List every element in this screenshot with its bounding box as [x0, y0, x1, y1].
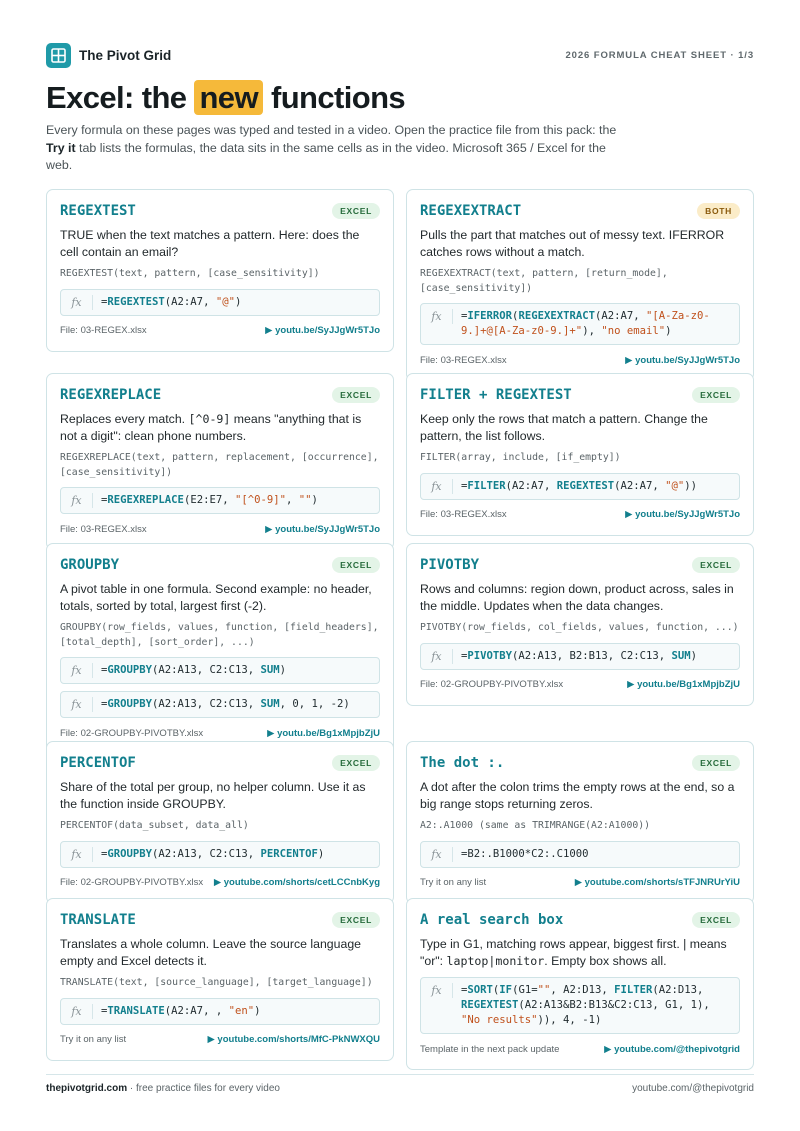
card-title: PIVOTBY — [420, 557, 480, 573]
fx-icon: fx — [421, 847, 453, 862]
platform-badge: EXCEL — [332, 755, 380, 771]
footer — [46, 1083, 754, 1094]
description-text: . Empty box shows all. — [544, 954, 667, 968]
card-spacer — [420, 692, 740, 705]
card-description: A pivot table in one formula. Second example: no header, totals, sorted by total, largest first (-2). — [60, 582, 372, 613]
card-title: The dot :. — [420, 755, 505, 771]
card-footer — [60, 876, 380, 890]
fx-icon: fx — [61, 493, 93, 508]
function-syntax: GROUPBY(row_fields, values, function, [field_headers], [total_depth], [sort_order], ...) — [60, 622, 379, 648]
card-footer — [420, 353, 740, 367]
card-title: A real search box — [420, 912, 564, 928]
card-footer — [420, 508, 740, 522]
card-title: REGEXREPLACE — [60, 387, 162, 403]
footer-channel[interactable]: youtube.com/@thepivotgrid — [632, 1083, 754, 1094]
card-groupby — [46, 543, 394, 754]
formula-box[interactable] — [60, 289, 380, 316]
card-title: PERCENTOF — [60, 755, 136, 771]
card-header — [420, 202, 740, 220]
practice-file: File: 03-REGEX.xlsx — [420, 509, 507, 520]
function-syntax: A2:.A1000 (same as TRIMRANGE(A2:A1000)) — [420, 820, 651, 831]
description-text: means "anything that is not a digit": clean phone numbers. — [60, 412, 362, 443]
card-title: REGEXEXTRACT — [420, 203, 522, 219]
card-footer — [420, 876, 740, 890]
function-syntax: PERCENTOF(data_subset, data_all) — [60, 820, 249, 831]
brand-name: The Pivot Grid — [79, 47, 172, 63]
card-description — [420, 936, 740, 970]
video-link[interactable]: ▶ youtu.be/SyJJgWr5TJo — [625, 509, 740, 520]
sheet-label: 2026 FORMULA CHEAT SHEET · 1/3 — [565, 49, 754, 61]
platform-badge: EXCEL — [332, 557, 380, 573]
formula-code[interactable]: =IFERROR(REGEXEXTRACT(A2:A7, "[A-Za-z0-9.]+@[A-Za-z0-9.]+"), "no email") — [461, 310, 710, 337]
title-highlight: new — [194, 80, 263, 115]
formula-code[interactable]: =REGEXTEST(A2:A7, "@") — [101, 295, 242, 308]
platform-badge: EXCEL — [332, 203, 380, 219]
intro-part2: tab lists the formulas, the data sits in the same cells as in the video. Microsoft 365 / Excel for the web. — [46, 140, 606, 172]
card-title: TRANSLATE — [60, 912, 136, 928]
card-description: Pulls the part that matches out of messy text. IFERROR catches rows without a match. — [420, 228, 725, 259]
title-before: Excel: the — [46, 80, 195, 115]
card-description — [60, 411, 380, 445]
description-code: [^0-9] — [188, 412, 231, 426]
card-header — [420, 754, 740, 772]
platform-badge: EXCEL — [332, 387, 380, 403]
formula-code[interactable]: =GROUPBY(A2:A13, C2:C13, SUM, 0, 1, -2) — [101, 698, 350, 710]
practice-file: File: 02-GROUPBY-PIVOTBY.xlsx — [420, 679, 564, 690]
formula-code[interactable]: =FILTER(A2:A7, REGEXTEST(A2:A7, "@")) — [461, 479, 698, 492]
card-translate — [46, 898, 394, 1061]
footer-divider — [46, 1074, 754, 1075]
card-title: GROUPBY — [60, 557, 120, 573]
header — [46, 42, 754, 68]
video-link[interactable]: ▶ youtu.be/Bg1xMpjbZjU — [267, 727, 380, 739]
card-footer — [60, 324, 380, 338]
video-link[interactable]: ▶ youtube.com/shorts/cetLCCnbKyg — [213, 877, 380, 888]
card-header — [420, 911, 740, 929]
card-footer — [420, 1042, 740, 1056]
fx-icon: fx — [61, 663, 93, 678]
platform-badge: EXCEL — [692, 387, 740, 403]
formula-box[interactable] — [420, 977, 740, 1034]
practice-file: Template in the next pack update — [420, 1043, 560, 1055]
function-syntax: PIVOTBY(row_fields, col_fields, values, function, ...) — [420, 622, 739, 633]
formula-code[interactable]: =TRANSLATE(A2:A7, , "en") — [101, 1004, 261, 1017]
card-title: REGEXTEST — [60, 203, 136, 219]
formula-box[interactable] — [60, 657, 380, 684]
formula-code[interactable]: =B2:.B1000*C2:.C1000 — [461, 847, 589, 860]
card-a-real-search-box — [406, 898, 754, 1070]
card-description: Translates a whole column. Leave the source language empty and Excel detects it. — [60, 937, 362, 968]
formula-box[interactable] — [420, 473, 740, 500]
card-header — [60, 202, 380, 220]
formula-code[interactable]: =GROUPBY(A2:A13, C2:C13, SUM) — [101, 664, 287, 676]
footer-site[interactable]: thepivotgrid.com — [46, 1083, 128, 1094]
page-title — [46, 80, 405, 116]
practice-file: File: 02-GROUPBY-PIVOTBY.xlsx — [60, 877, 204, 888]
card-the-dot — [406, 741, 754, 904]
formula-code[interactable]: =REGEXREPLACE(E2:E7, "[^0-9]", "") — [101, 494, 318, 506]
fx-icon: fx — [61, 1004, 93, 1019]
card-footer — [60, 522, 380, 536]
function-syntax: REGEXTEST(text, pattern, [case_sensitivity]) — [60, 268, 320, 279]
card-description: Rows and columns: region down, product across, sales in the middle. Updates when the data changes. — [420, 582, 734, 613]
platform-badge: EXCEL — [692, 755, 740, 771]
card-footer — [60, 726, 380, 740]
formula-code[interactable]: =GROUPBY(A2:A13, C2:C13, PERCENTOF) — [101, 847, 325, 860]
fx-icon: fx — [61, 847, 93, 862]
intro-bold: Try it — [46, 140, 76, 155]
formula-code[interactable]: =PIVOTBY(A2:A13, B2:B13, C2:C13, SUM) — [461, 649, 698, 662]
card-spacer — [60, 338, 380, 351]
grid-icon — [46, 43, 71, 68]
video-link[interactable]: ▶ youtube.com/shorts/MfC-PkNWXQU — [207, 1034, 380, 1045]
fx-icon: fx — [61, 295, 93, 310]
formula-box[interactable] — [60, 487, 380, 514]
practice-file: File: 03-REGEX.xlsx — [60, 325, 147, 336]
video-link[interactable]: ▶ youtube.com/shorts/sTFJNRUrYiU — [574, 877, 740, 888]
practice-file: Try it on any list — [420, 877, 487, 888]
fx-icon: fx — [61, 697, 93, 712]
card-spacer — [60, 1047, 380, 1060]
card-spacer — [420, 1056, 740, 1069]
practice-file: File: 03-REGEX.xlsx — [60, 523, 147, 535]
card-title: FILTER + REGEXTEST — [420, 387, 572, 403]
video-link[interactable]: ▶ youtube.com/@thepivotgrid — [604, 1043, 740, 1055]
card-header — [420, 556, 740, 574]
platform-badge: EXCEL — [332, 912, 380, 928]
platform-badge: EXCEL — [692, 557, 740, 573]
function-syntax: REGEXREPLACE(text, pattern, replacement, [occurrence], [case_sensitivity]) — [60, 452, 379, 478]
practice-file: Try it on any list — [60, 1034, 127, 1045]
card-regexextract — [406, 189, 754, 381]
footer-tagline: · free practice files for every video — [127, 1083, 280, 1094]
brand — [46, 43, 171, 68]
card-percentof — [46, 741, 394, 904]
card-header — [420, 386, 740, 404]
card-footer — [60, 1033, 380, 1047]
fx-icon: fx — [421, 983, 453, 998]
card-header — [60, 386, 380, 404]
description-text: Replaces every match. — [60, 412, 189, 426]
fx-icon: fx — [421, 649, 453, 664]
formula-box[interactable] — [60, 841, 380, 868]
card-description: Share of the total per group, no helper column. Use it as the function inside GROUPBY. — [60, 780, 366, 811]
description-text: Type in G1, matching rows appear, biggest first. | means "or": — [420, 937, 727, 968]
video-link[interactable]: ▶ youtu.be/SyJJgWr5TJo — [625, 354, 740, 366]
formula-code[interactable]: =SORT(IF(G1="", A2:D13, FILTER(A2:D13, REGEXTEST(A2:A13&B2:B13&C2:C13, G1, 1), "No results")), 4, -1) — [461, 984, 717, 1026]
card-header — [60, 556, 380, 574]
card-filter-regextest — [406, 373, 754, 536]
card-description: Keep only the rows that match a pattern. Change the pattern, the list follows. — [420, 412, 708, 443]
fx-icon: fx — [421, 479, 453, 494]
video-link[interactable]: ▶ youtu.be/SyJJgWr5TJo — [265, 325, 380, 336]
platform-badge: BOTH — [697, 203, 740, 219]
description-code: laptop|monitor — [446, 954, 545, 968]
practice-file: File: 02-GROUPBY-PIVOTBY.xlsx — [60, 727, 204, 739]
intro-part1: Every formula on these pages was typed and tested in a video. Open the practice file from this pack: the — [46, 123, 617, 137]
video-link[interactable]: ▶ youtu.be/SyJJgWr5TJo — [265, 523, 380, 535]
formula-box[interactable] — [420, 643, 740, 670]
function-syntax: FILTER(array, include, [if_empty]) — [420, 452, 621, 463]
card-regextest — [46, 189, 394, 352]
card-header — [60, 754, 380, 772]
card-description: TRUE when the text matches a pattern. Here: does the cell contain an email? — [60, 228, 360, 259]
formula-box[interactable] — [60, 691, 380, 718]
card-regexreplace — [46, 373, 394, 550]
card-footer — [420, 678, 740, 692]
function-syntax: REGEXEXTRACT(text, pattern, [return_mode], [case_sensitivity]) — [420, 268, 668, 294]
video-link[interactable]: ▶ youtu.be/Bg1xMpjbZjU — [627, 679, 740, 690]
intro-text — [46, 122, 626, 175]
card-description: A dot after the colon trims the empty rows at the end, so a big range stops returning zeros. — [420, 780, 735, 811]
card-spacer — [420, 522, 740, 535]
title-after: functions — [262, 80, 406, 115]
fx-icon: fx — [421, 309, 453, 324]
formula-box[interactable] — [60, 998, 380, 1025]
formula-box[interactable] — [420, 303, 740, 345]
formula-box[interactable] — [420, 841, 740, 868]
footer-left — [46, 1083, 280, 1094]
platform-badge: EXCEL — [692, 912, 740, 928]
practice-file: File: 03-REGEX.xlsx — [420, 354, 507, 366]
function-syntax: TRANSLATE(text, [source_language], [target_language]) — [60, 977, 373, 988]
card-pivotby — [406, 543, 754, 706]
card-header — [60, 911, 380, 929]
